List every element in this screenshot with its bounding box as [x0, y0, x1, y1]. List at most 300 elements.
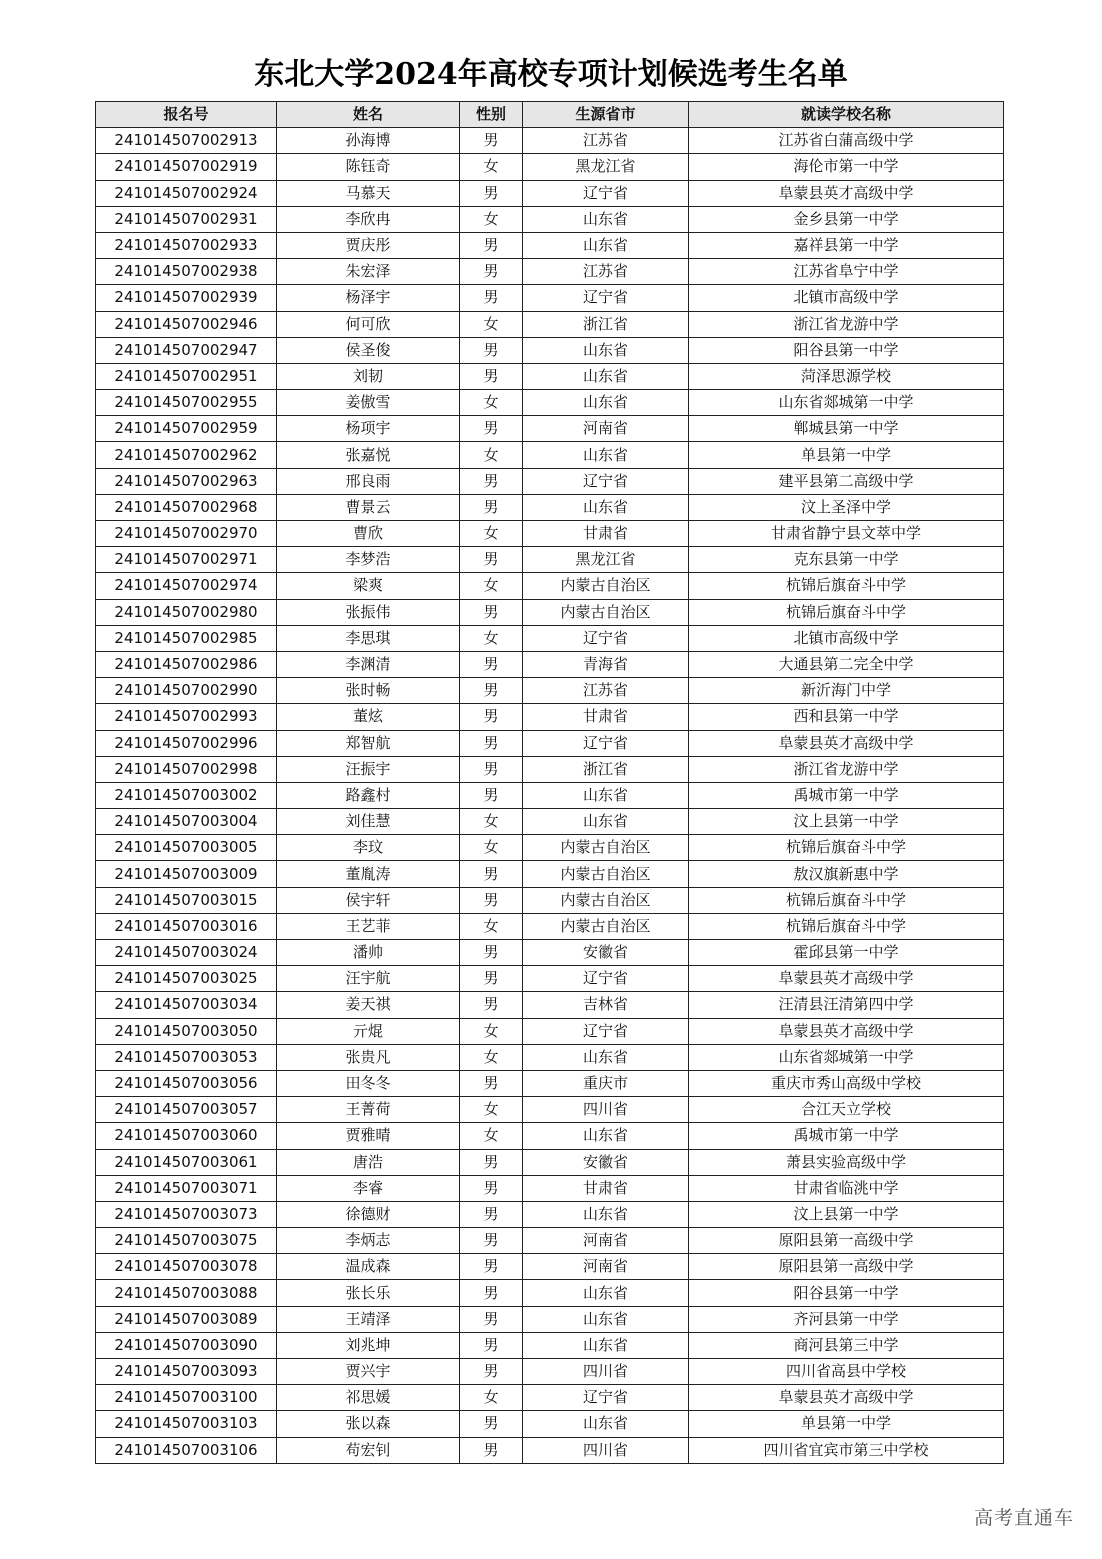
name-cell: 何可欣: [277, 311, 460, 337]
province-cell: 黑龙江省: [523, 154, 689, 180]
name-cell: 李玟: [277, 835, 460, 861]
name-cell: 徐德财: [277, 1201, 460, 1227]
name-cell: 张振伟: [277, 599, 460, 625]
school-cell: 阜蒙县英才高级中学: [689, 1385, 1004, 1411]
registration-no-cell: 241014507003100: [96, 1385, 277, 1411]
registration-no-cell: 241014507002980: [96, 599, 277, 625]
province-cell: 浙江省: [523, 756, 689, 782]
province-cell: 辽宁省: [523, 1385, 689, 1411]
name-cell: 李思琪: [277, 625, 460, 651]
gender-cell: 男: [460, 651, 523, 677]
gender-cell: 男: [460, 232, 523, 258]
registration-no-cell: 241014507002959: [96, 416, 277, 442]
school-cell: 新沂海门中学: [689, 678, 1004, 704]
school-cell: 单县第一中学: [689, 442, 1004, 468]
registration-no-cell: 241014507003060: [96, 1123, 277, 1149]
name-cell: 朱宏泽: [277, 259, 460, 285]
school-cell: 阳谷县第一中学: [689, 337, 1004, 363]
school-cell: 克东县第一中学: [689, 547, 1004, 573]
table-row: [96, 128, 1004, 154]
province-cell: 河南省: [523, 1254, 689, 1280]
school-cell: 杭锦后旗奋斗中学: [689, 573, 1004, 599]
province-cell: 山东省: [523, 1306, 689, 1332]
province-cell: 河南省: [523, 416, 689, 442]
province-cell: 浙江省: [523, 311, 689, 337]
registration-no-cell: 241014507002919: [96, 154, 277, 180]
gender-cell: 女: [460, 154, 523, 180]
gender-cell: 男: [460, 678, 523, 704]
province-cell: 山东省: [523, 442, 689, 468]
gender-cell: 男: [460, 1254, 523, 1280]
name-cell: 贾庆彤: [277, 232, 460, 258]
table-row: [96, 154, 1004, 180]
name-cell: 梁爽: [277, 573, 460, 599]
registration-no-cell: 241014507002963: [96, 468, 277, 494]
name-cell: 侯圣俊: [277, 337, 460, 363]
name-cell: 侯宇轩: [277, 887, 460, 913]
table-row: [96, 966, 1004, 992]
school-cell: 汶上圣泽中学: [689, 494, 1004, 520]
registration-no-cell: 241014507003057: [96, 1097, 277, 1123]
province-cell: 四川省: [523, 1097, 689, 1123]
gender-cell: 男: [460, 756, 523, 782]
table-row: [96, 1201, 1004, 1227]
school-cell: 西和县第一中学: [689, 704, 1004, 730]
registration-no-cell: 241014507003024: [96, 940, 277, 966]
name-cell: 曹欣: [277, 521, 460, 547]
name-cell: 祁思媛: [277, 1385, 460, 1411]
table-row: [96, 756, 1004, 782]
gender-cell: 男: [460, 940, 523, 966]
name-cell: 马慕天: [277, 180, 460, 206]
school-cell: 萧县实验高级中学: [689, 1149, 1004, 1175]
province-cell: 山东省: [523, 363, 689, 389]
name-cell: 刘韧: [277, 363, 460, 389]
registration-no-cell: 241014507003103: [96, 1411, 277, 1437]
table-row: [96, 521, 1004, 547]
school-cell: 北镇市高级中学: [689, 625, 1004, 651]
gender-cell: 男: [460, 992, 523, 1018]
name-cell: 王艺菲: [277, 913, 460, 939]
province-cell: 安徽省: [523, 1149, 689, 1175]
name-cell: 李炳志: [277, 1228, 460, 1254]
name-cell: 张嘉悦: [277, 442, 460, 468]
name-cell: 汪宇航: [277, 966, 460, 992]
name-cell: 汪振宇: [277, 756, 460, 782]
table-row: [96, 337, 1004, 363]
gender-cell: 男: [460, 782, 523, 808]
registration-no-cell: 241014507003050: [96, 1018, 277, 1044]
gender-cell: 男: [460, 416, 523, 442]
table-row: [96, 1228, 1004, 1254]
gender-cell: 男: [460, 1228, 523, 1254]
name-cell: 路鑫村: [277, 782, 460, 808]
gender-cell: 女: [460, 206, 523, 232]
gender-cell: 女: [460, 1385, 523, 1411]
table-row: [96, 704, 1004, 730]
name-cell: 张贵凡: [277, 1044, 460, 1070]
province-cell: 辽宁省: [523, 468, 689, 494]
school-cell: 阜蒙县英才高级中学: [689, 180, 1004, 206]
gender-cell: 男: [460, 494, 523, 520]
table-row: [96, 1385, 1004, 1411]
gender-cell: 男: [460, 180, 523, 206]
table-row: [96, 1254, 1004, 1280]
school-cell: 霍邱县第一中学: [689, 940, 1004, 966]
gender-cell: 女: [460, 625, 523, 651]
gender-cell: 男: [460, 468, 523, 494]
province-cell: 山东省: [523, 1044, 689, 1070]
province-cell: 山东省: [523, 337, 689, 363]
province-cell: 辽宁省: [523, 1018, 689, 1044]
registration-no-cell: 241014507002933: [96, 232, 277, 258]
registration-no-cell: 241014507002996: [96, 730, 277, 756]
registration-no-cell: 241014507003025: [96, 966, 277, 992]
registration-no-cell: 241014507002939: [96, 285, 277, 311]
gender-cell: 男: [460, 861, 523, 887]
table-row: [96, 494, 1004, 520]
gender-cell: 女: [460, 913, 523, 939]
table-row: [96, 599, 1004, 625]
school-cell: 阜蒙县英才高级中学: [689, 730, 1004, 756]
school-cell: 浙江省龙游中学: [689, 756, 1004, 782]
table-row: [96, 913, 1004, 939]
province-cell: 重庆市: [523, 1070, 689, 1096]
table-row: [96, 1332, 1004, 1358]
name-cell: 杨泽宇: [277, 285, 460, 311]
table-row: [96, 1097, 1004, 1123]
province-cell: 山东省: [523, 1123, 689, 1149]
registration-no-cell: 241014507002962: [96, 442, 277, 468]
school-cell: 杭锦后旗奋斗中学: [689, 887, 1004, 913]
table-row: [96, 180, 1004, 206]
name-cell: 李睿: [277, 1175, 460, 1201]
table-row: [96, 1306, 1004, 1332]
registration-no-cell: 241014507003002: [96, 782, 277, 808]
table-row: [96, 573, 1004, 599]
registration-no-cell: 241014507003071: [96, 1175, 277, 1201]
registration-no-cell: 241014507003061: [96, 1149, 277, 1175]
registration-no-cell: 241014507003088: [96, 1280, 277, 1306]
province-cell: 辽宁省: [523, 966, 689, 992]
registration-no-cell: 241014507003093: [96, 1359, 277, 1385]
watermark: 高考直通车: [973, 1507, 1074, 1529]
name-cell: 苟宏钊: [277, 1437, 460, 1463]
gender-cell: 男: [460, 887, 523, 913]
table-row: [96, 547, 1004, 573]
candidate-table: [95, 101, 1004, 1464]
gender-cell: 女: [460, 311, 523, 337]
province-cell: 甘肃省: [523, 521, 689, 547]
province-cell: 内蒙古自治区: [523, 887, 689, 913]
province-cell: 黑龙江省: [523, 547, 689, 573]
school-cell: 汪清县汪清第四中学: [689, 992, 1004, 1018]
table-header-row: [96, 102, 1004, 128]
school-cell: 山东省郯城第一中学: [689, 1044, 1004, 1070]
province-cell: 山东省: [523, 494, 689, 520]
name-cell: 孙海博: [277, 128, 460, 154]
table-row: [96, 940, 1004, 966]
gender-cell: 男: [460, 363, 523, 389]
table-row: [96, 861, 1004, 887]
gender-cell: 男: [460, 966, 523, 992]
table-row: [96, 285, 1004, 311]
gender-cell: 女: [460, 1123, 523, 1149]
province-cell: 辽宁省: [523, 180, 689, 206]
province-cell: 吉林省: [523, 992, 689, 1018]
table-row: [96, 442, 1004, 468]
registration-no-cell: 241014507002986: [96, 651, 277, 677]
school-cell: 江苏省阜宁中学: [689, 259, 1004, 285]
name-cell: 贾雅晴: [277, 1123, 460, 1149]
registration-no-cell: 241014507003004: [96, 809, 277, 835]
gender-cell: 女: [460, 521, 523, 547]
registration-no-cell: 241014507002951: [96, 363, 277, 389]
column-header-gender: 性别: [460, 102, 523, 128]
province-cell: 内蒙古自治区: [523, 861, 689, 887]
school-cell: 商河县第三中学: [689, 1332, 1004, 1358]
name-cell: 姜天祺: [277, 992, 460, 1018]
name-cell: 郑智航: [277, 730, 460, 756]
registration-no-cell: 241014507003106: [96, 1437, 277, 1463]
table-row: [96, 730, 1004, 756]
table-row: [96, 1437, 1004, 1463]
name-cell: 董胤涛: [277, 861, 460, 887]
registration-no-cell: 241014507002924: [96, 180, 277, 206]
province-cell: 辽宁省: [523, 730, 689, 756]
column-header-registration-no: 报名号: [96, 102, 277, 128]
column-header-province: 生源省市: [523, 102, 689, 128]
registration-no-cell: 241014507003075: [96, 1228, 277, 1254]
school-cell: 四川省高县中学校: [689, 1359, 1004, 1385]
gender-cell: 男: [460, 1280, 523, 1306]
name-cell: 田冬冬: [277, 1070, 460, 1096]
gender-cell: 男: [460, 704, 523, 730]
province-cell: 山东省: [523, 782, 689, 808]
gender-cell: 男: [460, 599, 523, 625]
school-cell: 杭锦后旗奋斗中学: [689, 599, 1004, 625]
name-cell: 李梦浩: [277, 547, 460, 573]
school-cell: 甘肃省静宁县文萃中学: [689, 521, 1004, 547]
gender-cell: 男: [460, 1332, 523, 1358]
province-cell: 江苏省: [523, 678, 689, 704]
registration-no-cell: 241014507003089: [96, 1306, 277, 1332]
name-cell: 亓焜: [277, 1018, 460, 1044]
gender-cell: 男: [460, 1175, 523, 1201]
gender-cell: 男: [460, 1306, 523, 1332]
province-cell: 山东省: [523, 1280, 689, 1306]
table-row: [96, 1411, 1004, 1437]
registration-no-cell: 241014507003034: [96, 992, 277, 1018]
registration-no-cell: 241014507002955: [96, 390, 277, 416]
province-cell: 山东省: [523, 1201, 689, 1227]
province-cell: 江苏省: [523, 128, 689, 154]
school-cell: 甘肃省临洮中学: [689, 1175, 1004, 1201]
table-row: [96, 782, 1004, 808]
table-row: [96, 651, 1004, 677]
registration-no-cell: 241014507002931: [96, 206, 277, 232]
school-cell: 阳谷县第一中学: [689, 1280, 1004, 1306]
province-cell: 山东省: [523, 1411, 689, 1437]
school-cell: 山东省郯城第一中学: [689, 390, 1004, 416]
table-body: [96, 128, 1004, 1464]
school-cell: 杭锦后旗奋斗中学: [689, 913, 1004, 939]
name-cell: 杨项宇: [277, 416, 460, 442]
school-cell: 原阳县第一高级中学: [689, 1228, 1004, 1254]
table-row: [96, 1280, 1004, 1306]
name-cell: 潘帅: [277, 940, 460, 966]
registration-no-cell: 241014507002913: [96, 128, 277, 154]
gender-cell: 男: [460, 1201, 523, 1227]
table-row: [96, 992, 1004, 1018]
table-row: [96, 1359, 1004, 1385]
province-cell: 山东省: [523, 1332, 689, 1358]
school-cell: 江苏省白蒲高级中学: [689, 128, 1004, 154]
table-row: [96, 1175, 1004, 1201]
table-row: [96, 1149, 1004, 1175]
name-cell: 邢良雨: [277, 468, 460, 494]
table-row: [96, 363, 1004, 389]
registration-no-cell: 241014507002968: [96, 494, 277, 520]
registration-no-cell: 241014507003056: [96, 1070, 277, 1096]
gender-cell: 男: [460, 259, 523, 285]
school-cell: 菏泽思源学校: [689, 363, 1004, 389]
province-cell: 山东省: [523, 206, 689, 232]
gender-cell: 女: [460, 1018, 523, 1044]
gender-cell: 女: [460, 809, 523, 835]
table-row: [96, 416, 1004, 442]
table-row: [96, 206, 1004, 232]
name-cell: 王靖泽: [277, 1306, 460, 1332]
gender-cell: 男: [460, 1149, 523, 1175]
gender-cell: 女: [460, 835, 523, 861]
school-cell: 合江天立学校: [689, 1097, 1004, 1123]
school-cell: 敖汉旗新惠中学: [689, 861, 1004, 887]
gender-cell: 女: [460, 1097, 523, 1123]
province-cell: 江苏省: [523, 259, 689, 285]
name-cell: 张时畅: [277, 678, 460, 704]
province-cell: 内蒙古自治区: [523, 913, 689, 939]
registration-no-cell: 241014507002998: [96, 756, 277, 782]
name-cell: 王菁荷: [277, 1097, 460, 1123]
table-row: [96, 1070, 1004, 1096]
school-cell: 金乡县第一中学: [689, 206, 1004, 232]
province-cell: 安徽省: [523, 940, 689, 966]
province-cell: 山东省: [523, 809, 689, 835]
name-cell: 温成森: [277, 1254, 460, 1280]
registration-no-cell: 241014507002970: [96, 521, 277, 547]
province-cell: 内蒙古自治区: [523, 599, 689, 625]
table-row: [96, 1123, 1004, 1149]
school-cell: 建平县第二高级中学: [689, 468, 1004, 494]
name-cell: 刘佳慧: [277, 809, 460, 835]
table-row: [96, 468, 1004, 494]
gender-cell: 男: [460, 1437, 523, 1463]
table-row: [96, 232, 1004, 258]
name-cell: 刘兆坤: [277, 1332, 460, 1358]
school-cell: 阜蒙县英才高级中学: [689, 966, 1004, 992]
province-cell: 辽宁省: [523, 285, 689, 311]
province-cell: 山东省: [523, 232, 689, 258]
registration-no-cell: 241014507003009: [96, 861, 277, 887]
school-cell: 四川省宜宾市第三中学校: [689, 1437, 1004, 1463]
name-cell: 姜傲雪: [277, 390, 460, 416]
province-cell: 内蒙古自治区: [523, 573, 689, 599]
province-cell: 青海省: [523, 651, 689, 677]
registration-no-cell: 241014507002971: [96, 547, 277, 573]
name-cell: 李渊清: [277, 651, 460, 677]
page-title: 东北大学2024年高校专项计划候选考生名单: [254, 57, 848, 92]
school-cell: 浙江省龙游中学: [689, 311, 1004, 337]
gender-cell: 女: [460, 390, 523, 416]
name-cell: 陈钰奇: [277, 154, 460, 180]
gender-cell: 男: [460, 337, 523, 363]
registration-no-cell: 241014507002993: [96, 704, 277, 730]
school-cell: 大通县第二完全中学: [689, 651, 1004, 677]
gender-cell: 男: [460, 547, 523, 573]
gender-cell: 女: [460, 442, 523, 468]
name-cell: 唐浩: [277, 1149, 460, 1175]
province-cell: 甘肃省: [523, 704, 689, 730]
province-cell: 四川省: [523, 1437, 689, 1463]
school-cell: 海伦市第一中学: [689, 154, 1004, 180]
province-cell: 内蒙古自治区: [523, 835, 689, 861]
table-row: [96, 311, 1004, 337]
province-cell: 山东省: [523, 390, 689, 416]
school-cell: 北镇市高级中学: [689, 285, 1004, 311]
registration-no-cell: 241014507002938: [96, 259, 277, 285]
registration-no-cell: 241014507002985: [96, 625, 277, 651]
school-cell: 汶上县第一中学: [689, 1201, 1004, 1227]
column-header-school: 就读学校名称: [689, 102, 1004, 128]
registration-no-cell: 241014507003016: [96, 913, 277, 939]
table-row: [96, 887, 1004, 913]
name-cell: 曹景云: [277, 494, 460, 520]
table-row: [96, 625, 1004, 651]
gender-cell: 女: [460, 1044, 523, 1070]
registration-no-cell: 241014507003078: [96, 1254, 277, 1280]
gender-cell: 男: [460, 285, 523, 311]
registration-no-cell: 241014507002946: [96, 311, 277, 337]
gender-cell: 男: [460, 1070, 523, 1096]
name-cell: 张长乐: [277, 1280, 460, 1306]
table-row: [96, 678, 1004, 704]
gender-cell: 男: [460, 1359, 523, 1385]
province-cell: 甘肃省: [523, 1175, 689, 1201]
gender-cell: 女: [460, 573, 523, 599]
gender-cell: 男: [460, 1411, 523, 1437]
name-cell: 张以森: [277, 1411, 460, 1437]
school-cell: 重庆市秀山高级中学校: [689, 1070, 1004, 1096]
table-row: [96, 390, 1004, 416]
registration-no-cell: 241014507002947: [96, 337, 277, 363]
name-cell: 董炫: [277, 704, 460, 730]
school-cell: 单县第一中学: [689, 1411, 1004, 1437]
table-row: [96, 809, 1004, 835]
province-cell: 辽宁省: [523, 625, 689, 651]
school-cell: 禹城市第一中学: [689, 782, 1004, 808]
school-cell: 杭锦后旗奋斗中学: [689, 835, 1004, 861]
table-row: [96, 1044, 1004, 1070]
name-cell: 李欣冉: [277, 206, 460, 232]
table-row: [96, 259, 1004, 285]
column-header-name: 姓名: [277, 102, 460, 128]
gender-cell: 男: [460, 730, 523, 756]
school-cell: 原阳县第一高级中学: [689, 1254, 1004, 1280]
school-cell: 郸城县第一中学: [689, 416, 1004, 442]
registration-no-cell: 241014507003090: [96, 1332, 277, 1358]
registration-no-cell: 241014507003015: [96, 887, 277, 913]
